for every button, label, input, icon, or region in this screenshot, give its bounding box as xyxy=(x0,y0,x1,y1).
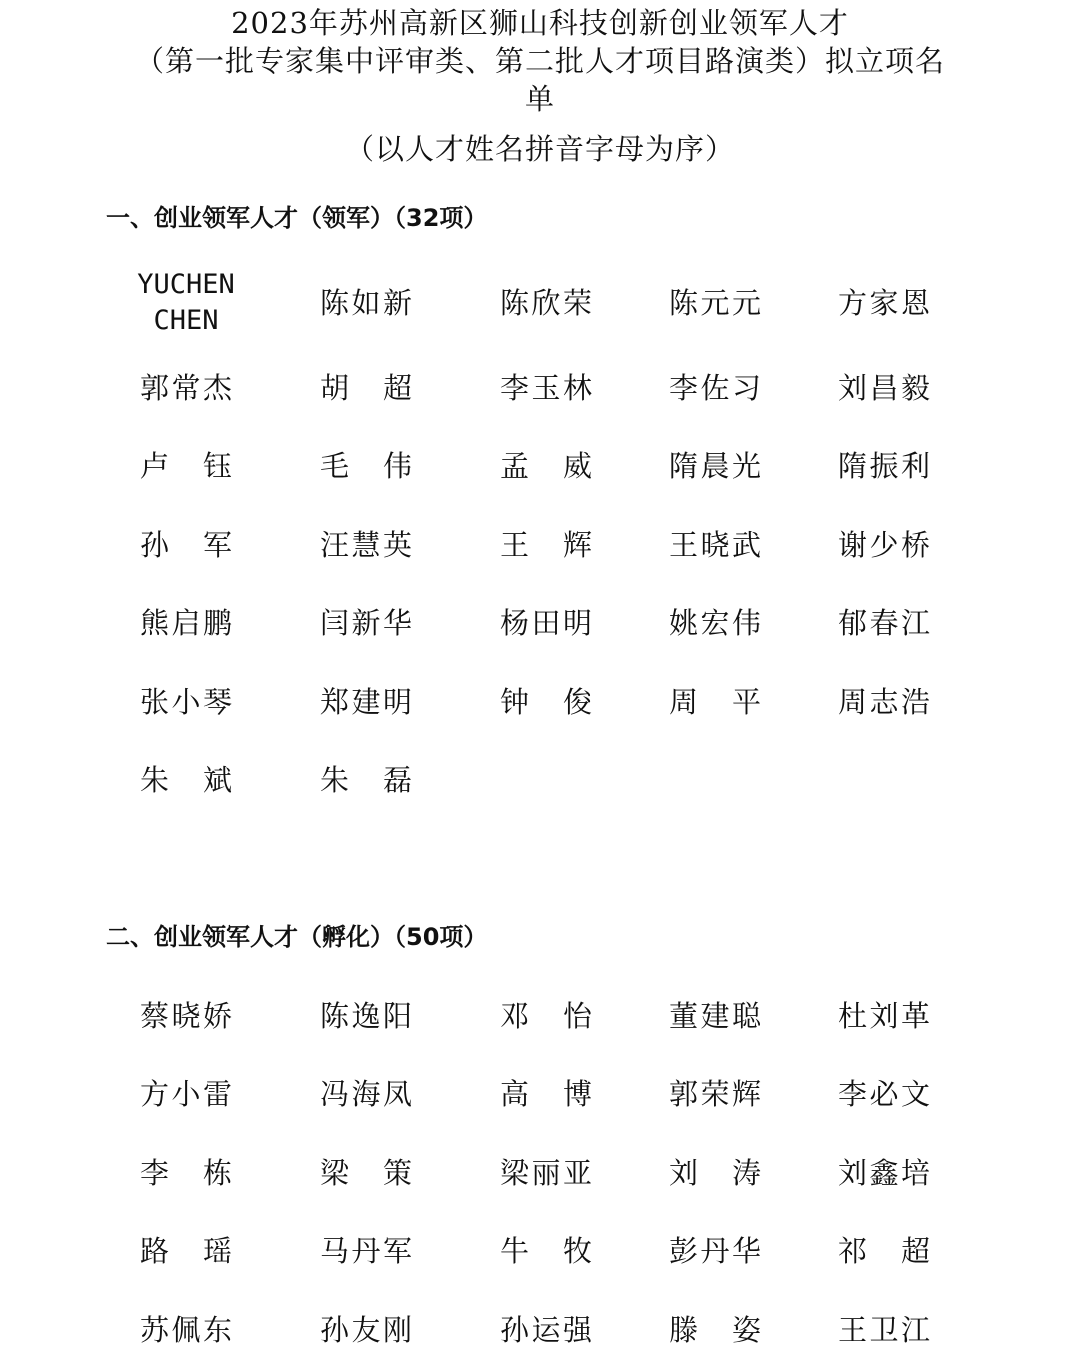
person-name: 孙 运 强 xyxy=(500,1313,592,1347)
person-name: 姚 宏 伟 xyxy=(669,606,761,640)
person-name: 李 佐 习 xyxy=(669,371,761,405)
person-name: 刘 涛 xyxy=(669,1156,761,1190)
person-name: 董 建 聪 xyxy=(669,999,761,1033)
person-name: 闫 新 华 xyxy=(320,606,412,640)
person-name: 王 晓 武 xyxy=(669,528,761,562)
person-name: 陈 如 新 xyxy=(320,286,412,320)
person-name: 邓 怡 xyxy=(500,999,592,1033)
person-name: 张 小 琴 xyxy=(140,685,232,719)
person-name: 熊 启 鹏 xyxy=(140,606,232,640)
person-name: 王 卫 江 xyxy=(838,1313,930,1347)
person-name: 陈 元 元 xyxy=(669,286,761,320)
person-name: 朱 磊 xyxy=(320,763,412,797)
document-subtitle: （以人才姓名拼音字母为序） xyxy=(344,132,735,166)
person-name: 梁 策 xyxy=(320,1156,412,1190)
person-name: 蔡 晓 娇 xyxy=(140,999,232,1033)
document-title-line-1: 2023年苏州高新区狮山科技创新创业领军人才 xyxy=(231,6,849,40)
document-title-line-2: （第一批专家集中评审类、第二批人才项目路演类）拟立项名 xyxy=(134,44,945,78)
person-name: 毛 伟 xyxy=(320,449,412,483)
person-name: 胡 超 xyxy=(320,371,412,405)
person-name: 孙 友 刚 xyxy=(320,1313,412,1347)
person-name: 陈 欣 荣 xyxy=(500,286,592,320)
person-name: 刘 昌 毅 xyxy=(838,371,930,405)
person-name: 李 玉 林 xyxy=(500,371,592,405)
person-name: 杨 田 明 xyxy=(500,606,592,640)
person-name: 钟 俊 xyxy=(500,685,592,719)
person-name: 周 志 浩 xyxy=(838,685,930,719)
person-name: 苏 佩 东 xyxy=(140,1313,232,1347)
person-name: 隋 晨 光 xyxy=(669,449,761,483)
person-name: 孙 军 xyxy=(140,528,232,562)
person-name: 郑 建 明 xyxy=(320,685,412,719)
document-title-line-3: 单 xyxy=(524,82,555,116)
person-name: 方 家 恩 xyxy=(838,286,930,320)
person-name: 卢 钰 xyxy=(140,449,232,483)
person-name: 滕 姿 xyxy=(669,1313,761,1347)
person-name: 杜 刘 革 xyxy=(838,999,930,1033)
person-name: 马 丹 军 xyxy=(320,1234,412,1268)
person-name: 李 必 文 xyxy=(838,1077,930,1111)
person-name: 隋 振 利 xyxy=(838,449,930,483)
person-name: 李 栋 xyxy=(140,1156,232,1190)
person-name: 郭 常 杰 xyxy=(140,371,232,405)
person-name: 汪 慧 英 xyxy=(320,528,412,562)
person-name: 冯 海 凤 xyxy=(320,1077,412,1111)
section-heading-incubation: 二、创业领军人才（孵化）（50项） xyxy=(106,923,488,951)
person-name: 方 小 雷 xyxy=(140,1077,232,1111)
person-name: YUCHEN CHEN xyxy=(137,269,235,336)
section-heading-leading: 一、创业领军人才（领军）（32项） xyxy=(106,204,488,232)
person-name: 牛 牧 xyxy=(500,1234,592,1268)
person-name: 高 博 xyxy=(500,1077,592,1111)
person-name: 郁 春 江 xyxy=(838,606,930,640)
person-name: 路 瑶 xyxy=(140,1234,232,1268)
person-name: 祁 超 xyxy=(838,1234,930,1268)
person-name: 朱 斌 xyxy=(140,763,232,797)
person-name: 梁 丽 亚 xyxy=(500,1156,592,1190)
person-name: 刘 鑫 培 xyxy=(838,1156,930,1190)
person-name: 彭 丹 华 xyxy=(669,1234,761,1268)
person-name: 孟 威 xyxy=(500,449,592,483)
person-name: 周 平 xyxy=(669,685,761,719)
person-name: 谢 少 桥 xyxy=(838,528,930,562)
person-name: 郭 荣 辉 xyxy=(669,1077,761,1111)
person-name: 陈 逸 阳 xyxy=(320,999,412,1033)
person-name: 王 辉 xyxy=(500,528,592,562)
